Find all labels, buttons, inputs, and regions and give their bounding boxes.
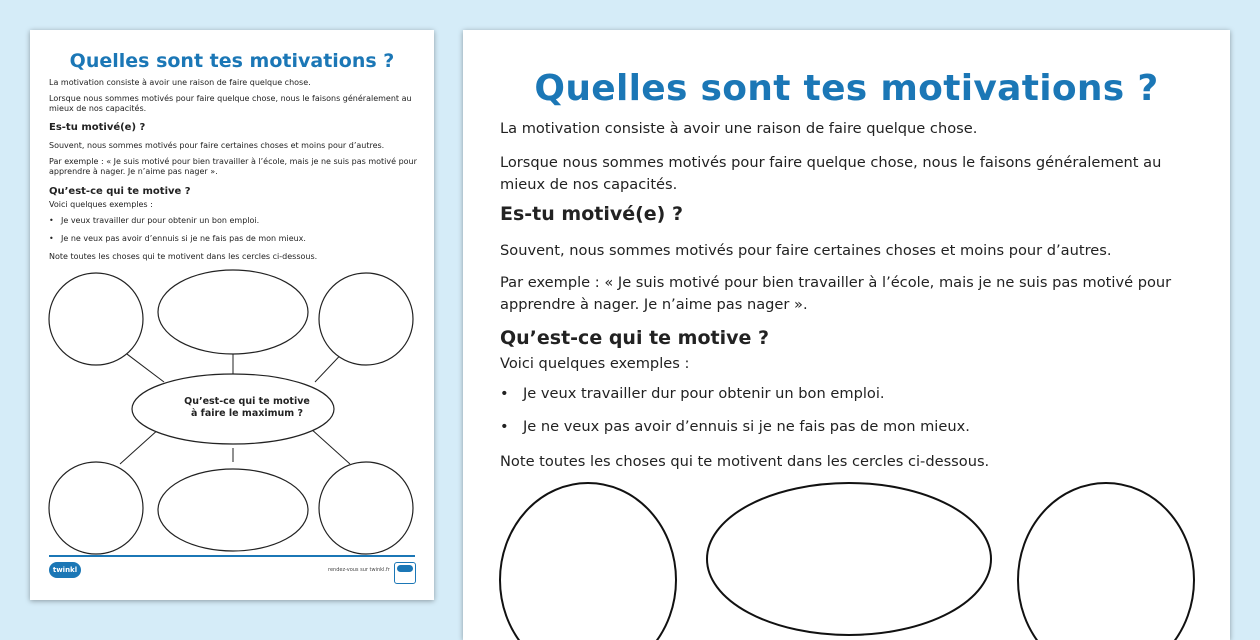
- mind-map: [463, 30, 1230, 640]
- thumbnail-bullet-item: • Je ne veux pas avoir d’ennuis si je ne fais pas de mon mieux.: [49, 234, 306, 243]
- connector-line: [310, 428, 350, 464]
- thumbnail-intro-2: Lorsque nous sommes motivés pour faire quelque chose, nous le faisons généralement au mieux de nos capacités.: [49, 94, 412, 113]
- answer-oval-bottom-center: [158, 469, 308, 551]
- intro-paragraph-2: Lorsque nous sommes motivés pour faire quelque chose, nous le faisons généralement au mieux de nos capacités.: [500, 154, 1162, 193]
- examples-intro: Voici quelques exemples :: [500, 355, 690, 372]
- connector-line: [120, 428, 160, 464]
- worksheet-thumbnail[interactable]: [30, 30, 434, 600]
- paragraph-par-exemple: Par exemple : « Je suis motivé pour bien travailler à l’école, mais je ne suis pas motivé pour apprendre à nager. Je n’aime pas nager ».: [500, 274, 1172, 313]
- heading-qu-est-ce-qui-te-motive: Qu’est-ce qui te motive ?: [500, 327, 770, 349]
- footer-divider: [49, 555, 415, 557]
- bullet-item: • Je ne veux pas avoir d’ennuis si je ne fais pas de mon mieux.: [500, 418, 970, 435]
- thumbnail-para-1: Souvent, nous sommes motivés pour faire certaines choses et moins pour d’autres.: [49, 141, 385, 150]
- thumbnail-title: Quelles sont tes motivations ?: [69, 50, 395, 72]
- instruction-text: Note toutes les choses qui te motivent dans les cercles ci-dessous.: [500, 453, 990, 470]
- thumbnail-center-label: Qu’est-ce qui te motive à faire le maximum ?: [184, 396, 310, 419]
- thumbnail-instruction: Note toutes les choses qui te motivent dans les cercles ci-dessous.: [49, 252, 318, 261]
- thumbnail-intro-1: La motivation consiste à avoir une raison de faire quelque chose.: [49, 78, 311, 87]
- answer-circle-right: [1018, 483, 1194, 640]
- intro-paragraph-1: La motivation consiste à avoir une raison de faire quelque chose.: [500, 120, 978, 137]
- thumbnail-examples-intro: Voici quelques exemples :: [49, 200, 153, 209]
- badge-icon: [394, 562, 416, 584]
- thumbnail-para-2: Par exemple : « Je suis motivé pour bien travailler à l’école, mais je ne suis pas motivé pour apprendre à nager. Je n’aime pas nager ».: [49, 157, 417, 176]
- thumbnail-bullet-item: • Je veux travailler dur pour obtenir un bon emploi.: [49, 216, 260, 225]
- paragraph-souvent: Souvent, nous sommes motivés pour faire certaines choses et moins pour d’autres.: [500, 242, 1112, 259]
- answer-circle-bottom-right: [319, 462, 413, 554]
- bullet-item: • Je veux travailler dur pour obtenir un bon emploi.: [500, 385, 885, 402]
- answer-circle-bottom-left: [49, 462, 143, 554]
- answer-circle-top-right: [319, 273, 413, 365]
- thumbnail-heading-1: Es-tu motivé(e) ?: [49, 122, 146, 133]
- twinkl-logo: twinkl: [49, 562, 81, 578]
- footer-url: rendez-vous sur twinkl.fr: [328, 567, 390, 573]
- heading-es-tu-motive: Es-tu motivé(e) ?: [500, 203, 684, 225]
- answer-circle-top-left: [49, 273, 143, 365]
- thumbnail-mind-map: [30, 30, 434, 600]
- worksheet-page[interactable]: [463, 30, 1230, 640]
- page-title: Quelles sont tes motivations ?: [534, 68, 1159, 109]
- answer-circle-left: [500, 483, 676, 640]
- thumbnail-heading-2: Qu’est-ce qui te motive ?: [49, 186, 191, 197]
- answer-oval-top-center: [158, 270, 308, 354]
- answer-oval-center: [707, 483, 991, 635]
